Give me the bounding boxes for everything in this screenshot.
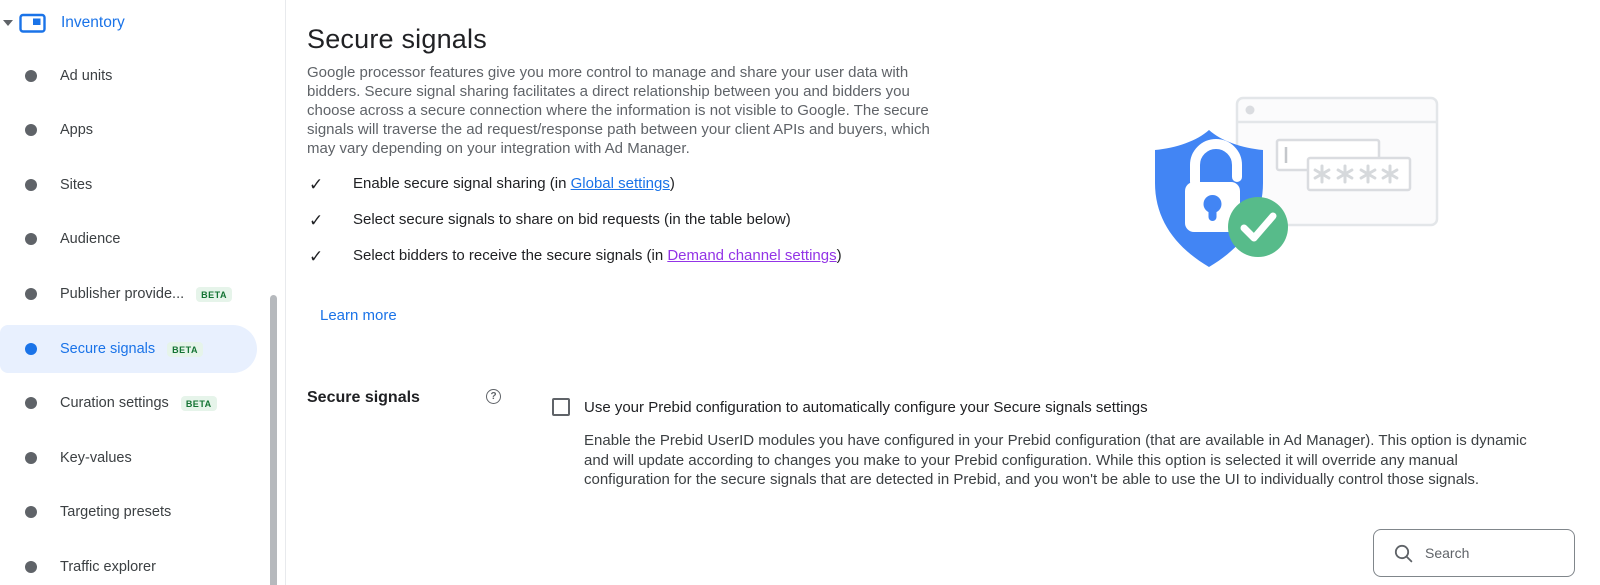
prebid-config-checkbox-label[interactable]: Use your Prebid configuration to automatically configure your Secure signals settings [584,399,1148,416]
bullet-icon [25,70,37,82]
checklist-item-select-signals [309,211,791,231]
sidebar-header-label: Inventory [61,14,125,31]
sidebar-item-secure-signals[interactable]: Secure signals BETA [0,334,270,364]
sidebar-item-apps[interactable]: Apps [0,115,270,145]
checkmark-icon: ✓ [309,247,324,266]
bullet-icon [25,343,37,355]
checklist-item-enable-sharing [309,175,675,195]
bullet-icon [25,397,37,409]
sidebar-item-traffic-explorer[interactable]: Traffic explorer [0,552,270,582]
green-check-graphic [1228,197,1288,257]
search-input[interactable] [1425,545,1565,561]
bullet-icon [25,506,37,518]
bullet-icon [25,561,37,573]
bullet-icon [25,452,37,464]
checkmark-icon: ✓ [309,175,324,194]
search-icon [1394,544,1413,563]
sidebar-header-inventory[interactable] [0,6,286,40]
bullet-icon [25,233,37,245]
sidebar-item-sites[interactable]: Sites [0,170,270,200]
sidebar-item-targeting-presets[interactable]: Targeting presets [0,497,270,527]
secure-signals-illustration [1136,85,1446,270]
beta-badge: BETA [196,287,232,302]
help-icon[interactable]: ? [486,389,501,404]
sidebar-scrollbar[interactable] [270,295,277,585]
beta-badge: BETA [181,396,217,411]
sidebar-item-audience[interactable]: Audience [0,224,270,254]
bullet-icon [25,124,37,136]
checkmark-icon: ✓ [309,211,324,230]
bullet-icon [25,288,37,300]
page-description: Google processor features give you more control to manage and share your user data with bidders. Secure signal sharing facilitates a direct relationship between you and bidders you choose across a secure connection where the information is not visible to Google. The secure signals will traverse the ad request/response path between your client APIs and buyers, which may vary depending on your integration with Ad Manager. [307,64,930,157]
inventory-icon [19,13,46,33]
page-title: Secure signals [307,24,487,54]
sidebar-item-ad-units[interactable]: Ad units [0,61,270,91]
sidebar-item-key-values[interactable]: Key-values [0,443,270,473]
checklist-text: Enable secure signal sharing (in Global settings) [353,175,675,192]
collapse-caret-icon[interactable] [3,20,13,26]
learn-more-link[interactable]: Learn more [320,307,397,324]
section-label-secure-signals: Secure signals [307,389,420,406]
prebid-config-checkbox[interactable] [552,398,570,416]
checklist-item-select-bidders [309,247,842,267]
demand-channel-settings-link[interactable]: Demand channel settings [667,247,837,264]
checklist-text: Select bidders to receive the secure signals (in Demand channel settings) [353,247,842,264]
global-settings-link[interactable]: Global settings [570,175,670,192]
sidebar-item-publisher-provided[interactable]: Publisher provide... BETA [0,279,270,309]
search-box[interactable] [1373,529,1575,577]
beta-badge: BETA [167,342,203,357]
bullet-icon [25,179,37,191]
sidebar-item-curation-settings[interactable]: Curation settings BETA [0,388,270,418]
sidebar [0,0,286,585]
prebid-config-help-text: Enable the Prebid UserID modules you have configured in your Prebid configuration (that are available in Ad Manager). This option is dynamic and will update according to changes you make to your Prebid configuration. While this option is selected it will override any manual configuration for the secure signals that are detected in Prebid, and you won't be able to use the UI to individually control those signals. [584,432,1527,488]
checklist-text: Select secure signals to share on bid requests (in the table below) [353,211,791,228]
